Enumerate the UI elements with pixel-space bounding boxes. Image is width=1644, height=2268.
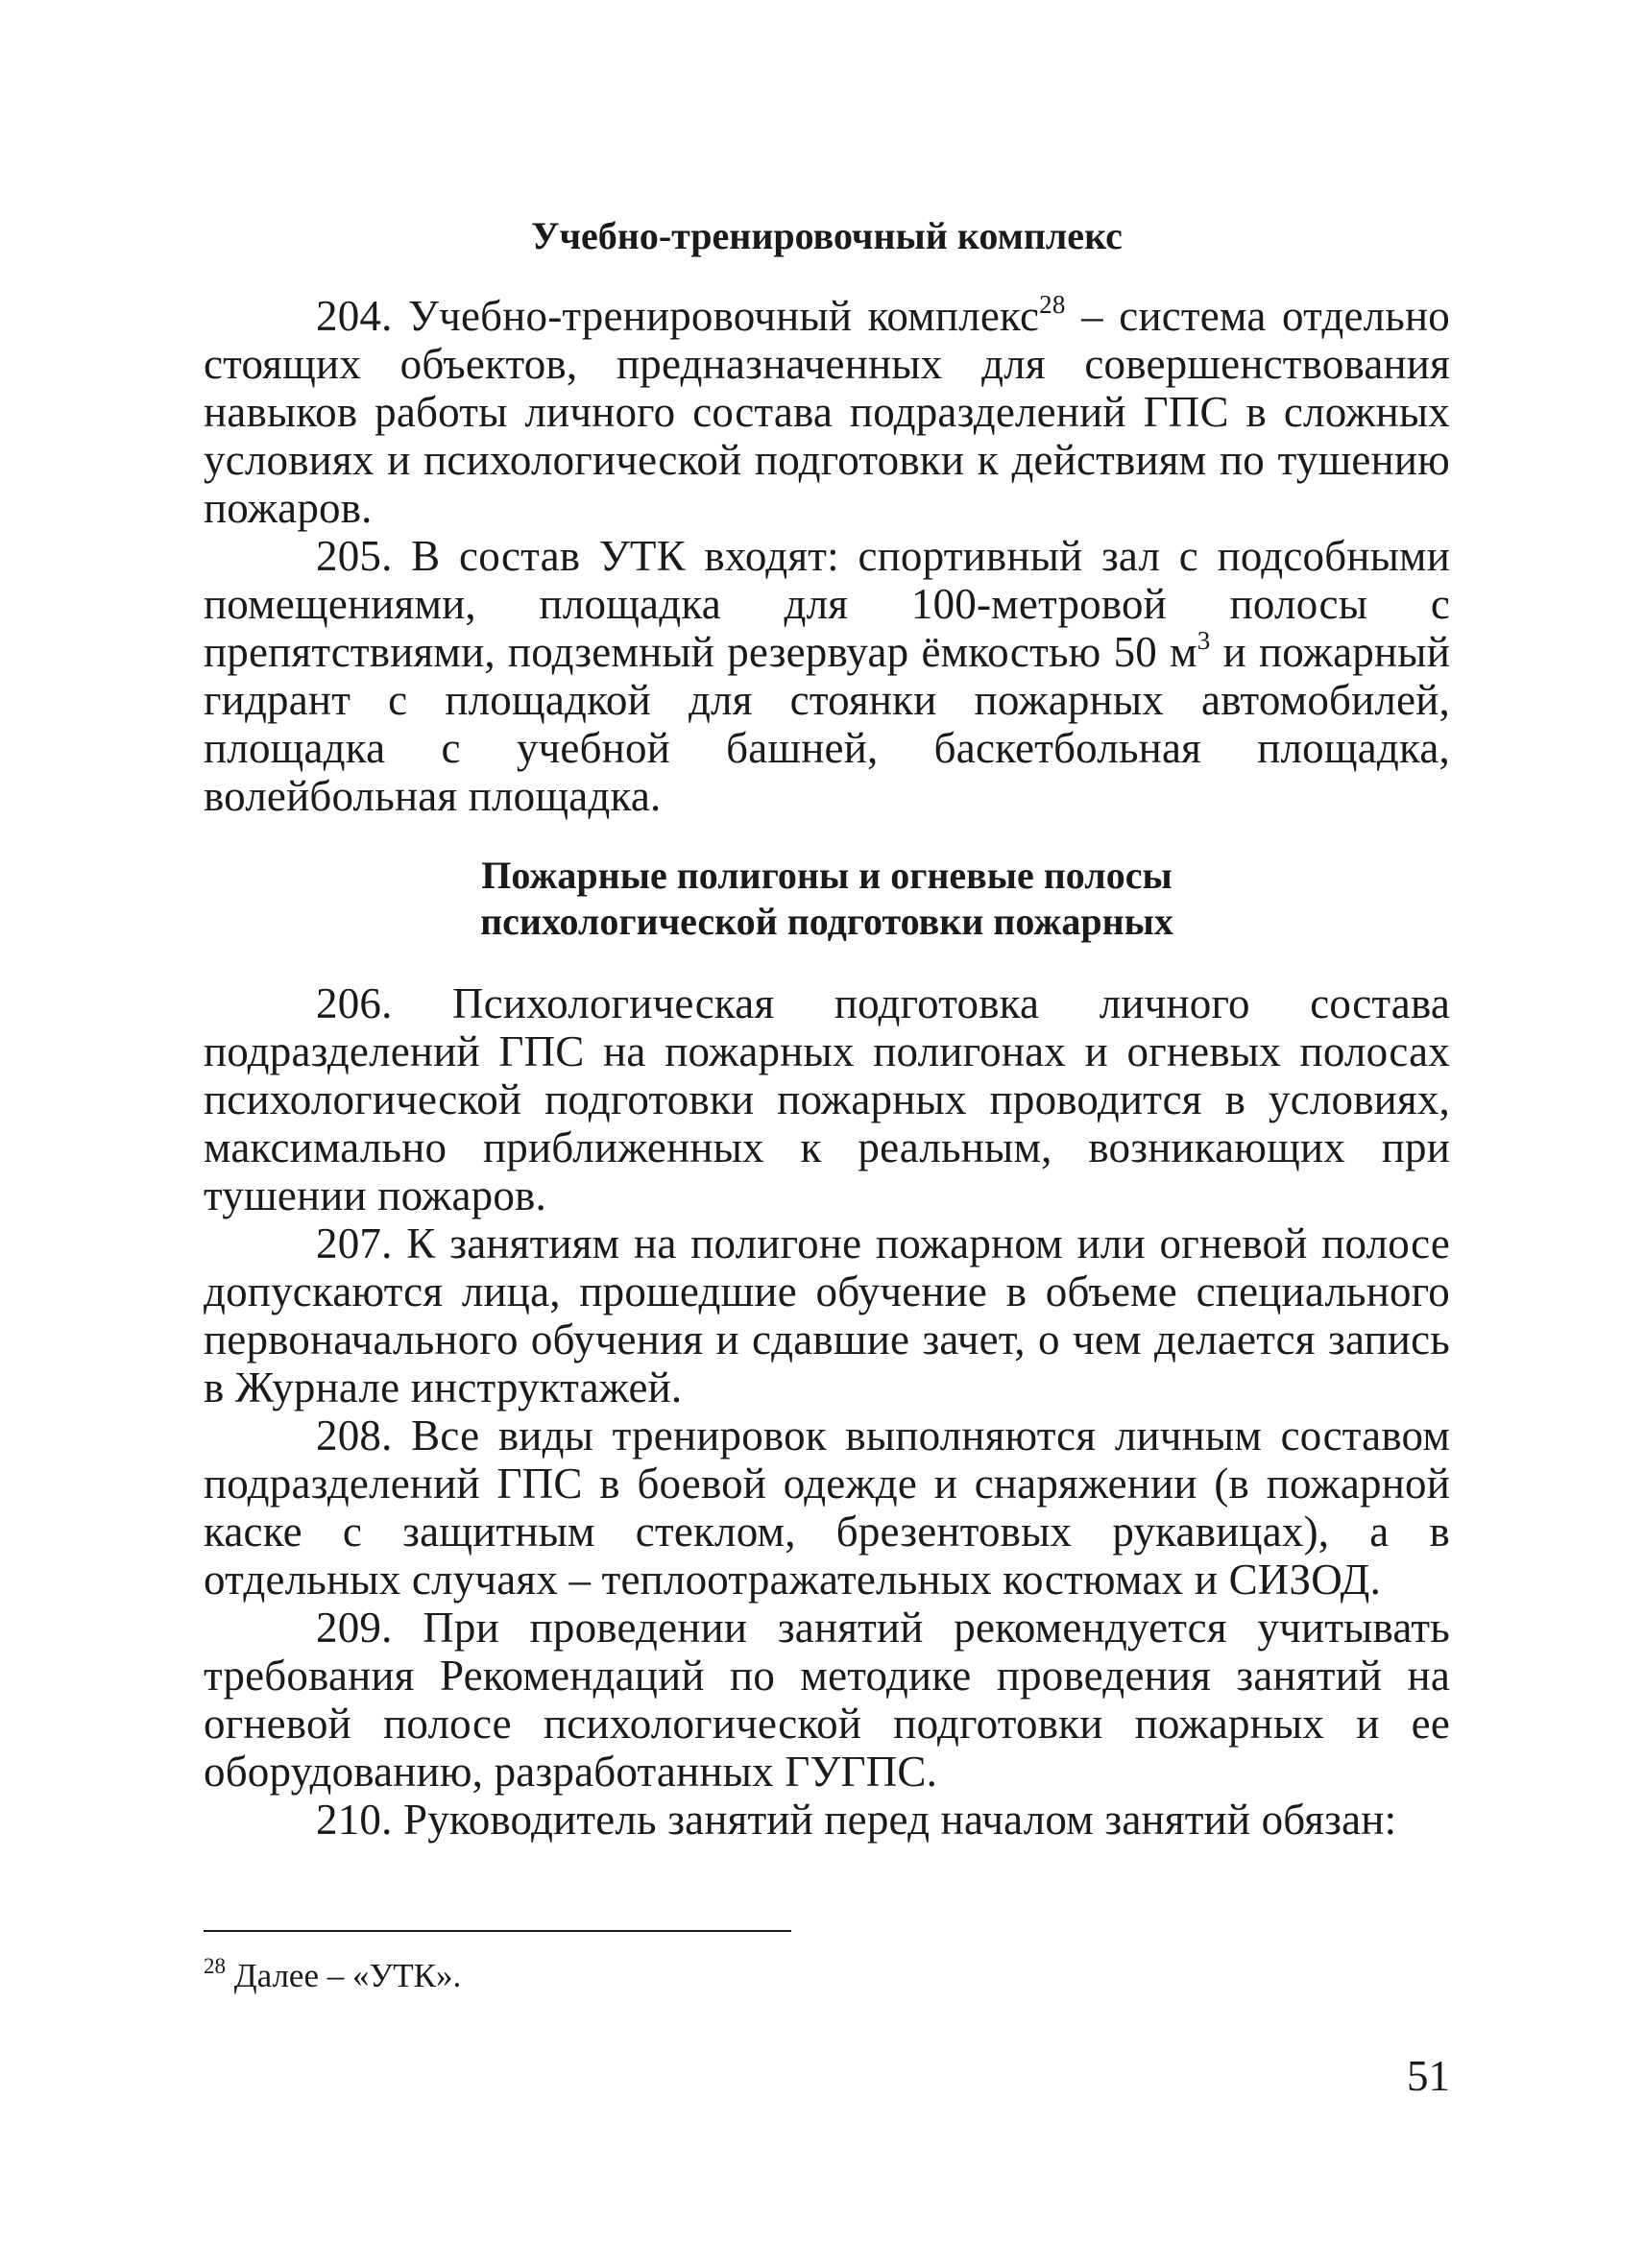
paragraph-208: 208. Все виды тренировок выполняются личным составом подразделений ГПС в боевой одежде и снаряжении (в пожарной каске с защитным стеклом, брезентовых рукавицах), а в отдельных случаях – теплоотражательных костюмах и СИЗОД. bbox=[204, 1411, 1450, 1604]
paragraph-210: 210. Руководитель занятий перед началом занятий обязан: bbox=[316, 1796, 1397, 1844]
heading-line: Учебно-тренировочный комплекс bbox=[531, 214, 1123, 257]
paragraph-text: 204. Учебно-тренировочный комплекс bbox=[316, 292, 1040, 340]
footnote-reference: 28 bbox=[1039, 290, 1066, 319]
footnote-mark: 28 bbox=[204, 1954, 226, 1978]
paragraph-text: 205. В состав УТК входят: спортивный зал с подсобными помещениями, площадка для 100-метровой полосы с препятствиями, подземный резервуар ёмкостью 50 м bbox=[204, 532, 1450, 676]
paragraph-205 bbox=[204, 532, 1450, 820]
page-body bbox=[204, 213, 1450, 1844]
superscript-exponent: 3 bbox=[1197, 626, 1211, 655]
footnote-divider bbox=[204, 1930, 791, 1932]
footnote bbox=[204, 1955, 461, 1997]
paragraph-text: и пожарный гидрант с площадкой для стоянки пожарных автомобилей, площадка с учебной башней, баскетбольная площадка, волейбольная площадка. bbox=[204, 628, 1450, 820]
heading-line: Пожарные полигоны и огневые полосы bbox=[481, 854, 1173, 897]
paragraph-204 bbox=[204, 292, 1450, 532]
page-number: 51 bbox=[1407, 2052, 1450, 2100]
section-heading-training-complex bbox=[204, 213, 1450, 259]
section-heading-fire-polygons bbox=[204, 853, 1450, 945]
paragraph-206: 206. Психологическая подготовка личного состава подразделений ГПС на пожарных полигонах и огневых полосах психологической подготовки пожарных проводится в условиях, максимально приближенных к реальным, возникающих при тушении пожаров. bbox=[204, 979, 1450, 1219]
footnote-text: Далее – «УТК». bbox=[226, 1957, 462, 1994]
heading-line: психологической подготовки пожарных bbox=[480, 900, 1173, 943]
paragraph-207: 207. К занятиям на полигоне пожарном или огневой полосе допускаются лица, прошедшие обучение в объеме специального первоначального обучения и сдавшие зачет, о чем делается запись в Журнале инструктажей. bbox=[204, 1219, 1450, 1411]
paragraph-209: 209. При проведении занятий рекомендуется учитывать требования Рекомендаций по методике проведения занятий на огневой полосе психологической подготовки пожарных и ее оборудованию, разработанных ГУГПС. bbox=[204, 1604, 1450, 1796]
paragraph-text: – система отдельно стоящих объектов, предназначенных для совершенствования навыков работы личного состава подразделений ГПС в сложных условиях и психологической подготовки к действиям по тушению пожаров. bbox=[204, 292, 1450, 532]
